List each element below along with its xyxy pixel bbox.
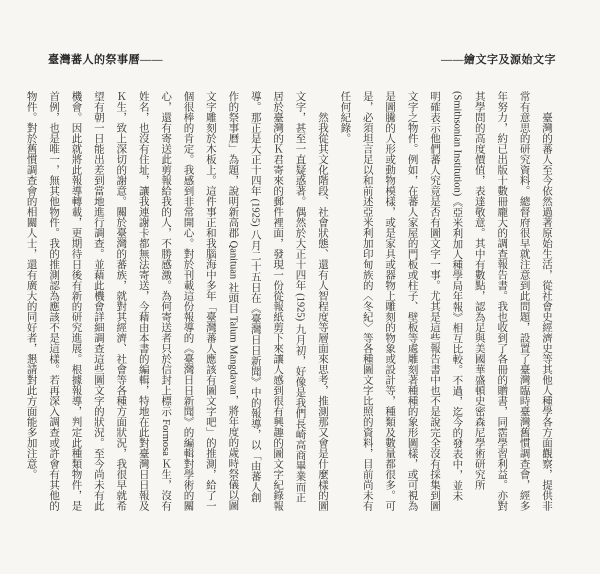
paragraph: 臺灣的蕃人至今依然過著原始生活，從社會史經濟史等其他人種學各方面觀察，提供非常有意思的研究資料。總督府很早就注意到此問題，設置了臺灣臨時臺灣舊慣調查會，經多年努力，約已出版十數冊龐大的調查報告書。我也收到了各冊的贈書，同霑學習利益。亦對其學問的高度價值，表達敬意。其中有數點，認為足與美國華盛頓史密森尼學術研究所 (Smithsonian Institution)《亞米利加人種學局年報》相互比較。不過，迄今的發表中，並未明確表示他們蕃人究竟是否有圖文字一事。尤其是這些報告書中也不是說完全沒有採集到圖文字之物件。例如，在蕃人家屋的門板或柱子、壁板等處雕刻著種種的象形圖樣，或可視為是圖騰的人形或動物模樣，或是家具或器物上雕刻的物象或設計等，種類及數量都很多。可是，必須坦言足以和前述亞米利加印甸族的〈冬紀〉等各種圖文字比照的資料，目前尚未有任何紀錄。	[339, 91, 552, 511]
running-head-right-title: ——繪文字及源始文字	[441, 54, 556, 66]
running-head	[48, 51, 556, 67]
paragraph: 然我從其文化階段、社會狀態、還有人智程度等層面來思考，推測那又會是什麼樣的圖文字，甚至一直疑惑著。偶然於大正十四年 (1925) 九月初，好像是我們長崎高商畢業而正居於臺灣的Ｋ君寄來的郵件裡面，發現一份從報紙剪下來讓人感到很有興趣的圖文字紀錄報導。那正是大正十四年 (1925) 八月二十五日在《臺灣日日新聞》中的報導，以「由蕃人創作的祭事曆」為題，說明新高郡 Qanituan 社頭目 Talum Mangdavan，將年度的歲時祭儀以圖文字雕刻於木板上。這件事正和我腦海中多年「臺灣蕃人應該有圖文字吧」的推測，給了一個很棒的肯定。我感到非常開心。對於刊載這份報導的《臺灣日日新聞》的編輯對學術的關心，還有寄送此剪報給我的人，不勝感激。為何寄送者只於信封上標示 Formosa Ｋ生，沒有姓名，也沒有住址，讓我連謝卡都無法寄送，今藉由本書的編輯，特地在此對臺灣日日報及Ｋ生，致上深切的謝意。關於臺灣的蕃族，就對其經濟、社會等各種方面狀況，我很早就希望有朝一日能出差到當地進行調查。並藉此機會詳細調查這些圖文字的狀況。至今尚未有此機會。因此就將此報導轉載，更期待日後有新的研究進展。根據報導，判定此種類物件，是首例，也是唯一，無其他物件。我的推測認為應該不是這樣。若再深入調查或許會有其他的物件。對於舊慣調查會的相關人士，還有廣大的同好者，懇請對此方面能多加注意。	[25, 91, 328, 511]
vertical-body-text	[19, 91, 557, 511]
running-head-left-title: 臺灣蕃人的祭事曆——	[48, 54, 163, 66]
